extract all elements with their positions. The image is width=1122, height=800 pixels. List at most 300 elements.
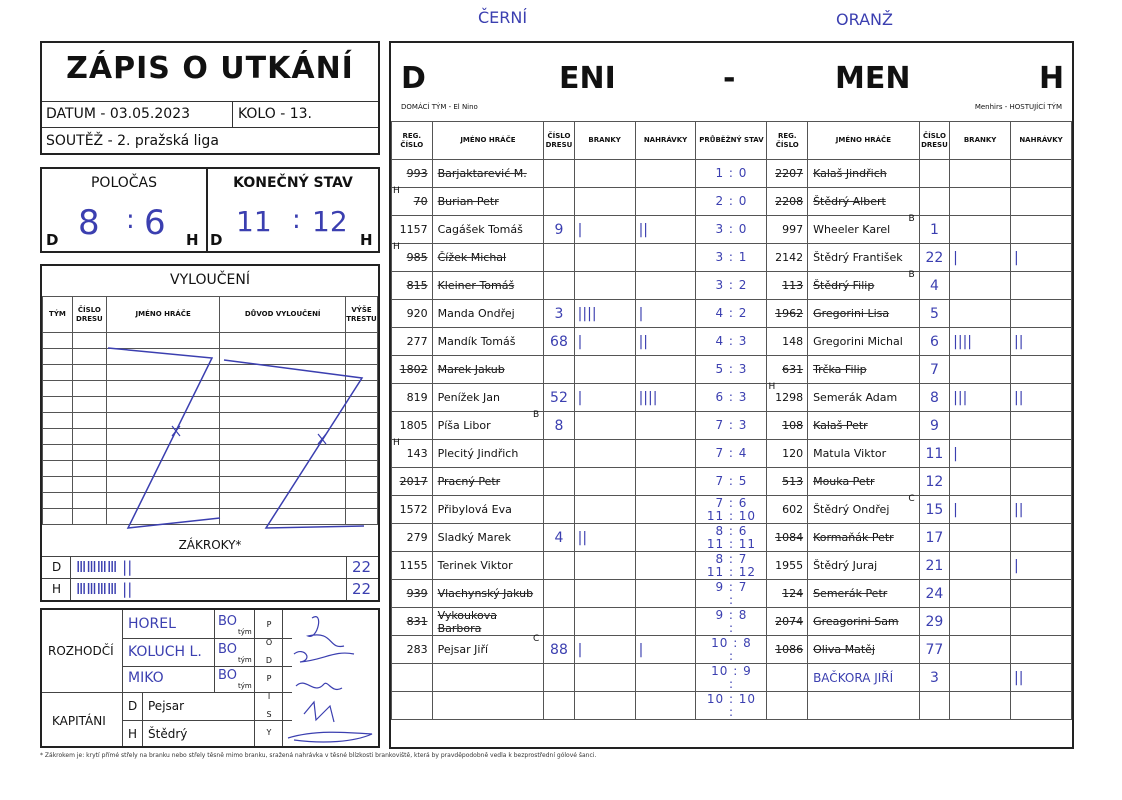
- away-player-assists: [1011, 692, 1072, 720]
- away-player-goals: |: [950, 244, 1011, 272]
- home-player-assists: |: [635, 636, 696, 664]
- away-player-name-text: Gregorini Michal: [813, 335, 903, 348]
- away-player-jersey: 21: [919, 552, 949, 580]
- away-player-jersey: 8: [919, 384, 949, 412]
- table-row: [392, 384, 1072, 412]
- referee-1-team: BO: [218, 614, 237, 629]
- home-player-name: [432, 272, 544, 300]
- away-player-name-text: Trčka Filip: [813, 363, 867, 376]
- away-player-reg-text: 1298: [775, 391, 804, 404]
- captain-d-letter: D: [128, 699, 138, 713]
- signatures-handwritten: [284, 610, 378, 746]
- home-player-reg-text: 1572: [399, 503, 428, 516]
- away-player-goals: [950, 272, 1011, 300]
- home-player-name-text: Burian Petr: [437, 195, 499, 208]
- away-team-name: MEN: [835, 61, 911, 96]
- away-player-jersey: 77: [919, 636, 949, 664]
- home-player-cap: H: [393, 186, 400, 196]
- progress-score: 10 : 8: [711, 635, 752, 650]
- home-player-reg: [392, 608, 433, 636]
- home-player-name: [432, 692, 544, 720]
- away-player-goals: [950, 608, 1011, 636]
- referee-3-team-sub: tým: [238, 682, 252, 690]
- away-player-reg: [767, 300, 808, 328]
- home-player-name-text: Pejsar Jiří: [437, 643, 489, 656]
- home-player-name: [432, 608, 544, 636]
- away-player-reg: [767, 636, 808, 664]
- home-player-goals: [574, 244, 635, 272]
- saves-h-tally: ⅢⅢⅢⅢ ||: [76, 580, 133, 598]
- home-player-goals: ||: [574, 524, 635, 552]
- progress-cell: [696, 440, 767, 468]
- home-player-reg-text: 279: [406, 531, 428, 544]
- home-player-assists: |: [635, 300, 696, 328]
- home-player-jersey: [544, 664, 574, 692]
- away-player-jersey: [919, 692, 949, 720]
- home-player-reg: [392, 160, 433, 188]
- away-player-reg: [767, 440, 808, 468]
- home-player-name-text: Sladký Marek: [437, 531, 511, 544]
- away-player-assists: [1011, 272, 1072, 300]
- round: KOLO - 13.: [238, 106, 312, 122]
- home-player-name: [432, 160, 544, 188]
- away-player-assists: ||: [1011, 328, 1072, 356]
- away-col-reg: REG. ČÍSLO: [767, 122, 808, 160]
- table-row: [392, 496, 1072, 524]
- away-player-name: [808, 692, 920, 720]
- home-player-name: [432, 216, 544, 244]
- away-player-reg: [767, 356, 808, 384]
- table-row: [392, 272, 1072, 300]
- away-player-name: [808, 552, 920, 580]
- away-player-reg-text: 1962: [775, 307, 804, 320]
- progress-score: :: [728, 676, 734, 691]
- table-row: [392, 328, 1072, 356]
- away-player-name: [808, 524, 920, 552]
- away-player-jersey: [919, 188, 949, 216]
- table-row: [392, 692, 1072, 720]
- halftime-d: D: [46, 231, 59, 249]
- away-player-goals: [950, 468, 1011, 496]
- referee-1: HOREL: [128, 616, 176, 632]
- expulsions-box: [40, 264, 380, 602]
- home-player-reg: [392, 412, 433, 440]
- home-player-reg-text: 1155: [399, 559, 428, 572]
- away-player-reg: [767, 160, 808, 188]
- home-player-reg-text: 283: [406, 643, 428, 656]
- home-col-reg: REG. ČÍSLO: [392, 122, 433, 160]
- progress-cell: [696, 608, 767, 636]
- saves-d-total: 22: [352, 558, 372, 576]
- progress-score: :: [728, 704, 734, 719]
- away-player-jersey: [919, 160, 949, 188]
- home-player-assists: [635, 496, 696, 524]
- table-row: [392, 188, 1072, 216]
- away-player-assists: [1011, 356, 1072, 384]
- away-col-goals: BRANKY: [950, 122, 1011, 160]
- home-player-name-text: Přibylová Eva: [437, 503, 512, 516]
- away-player-assists: [1011, 524, 1072, 552]
- home-player-name: [432, 328, 544, 356]
- table-row: [392, 580, 1072, 608]
- progress-score: 8 : 6: [715, 523, 748, 538]
- progress-cell: [696, 468, 767, 496]
- saves-h: H: [52, 582, 62, 596]
- away-player-name-text: Gregorini Lisa: [813, 307, 890, 320]
- referee-3-team: BO: [218, 668, 237, 683]
- progress-cell: [696, 188, 767, 216]
- away-player-jersey: 29: [919, 608, 949, 636]
- away-player-name: [808, 188, 920, 216]
- away-player-assists: [1011, 188, 1072, 216]
- away-player-goals: [950, 580, 1011, 608]
- away-player-reg-text: 148: [782, 335, 804, 348]
- home-player-name-text: Čížek Michal: [437, 251, 507, 264]
- home-player-assists: [635, 160, 696, 188]
- home-player-name: [432, 356, 544, 384]
- away-player-jersey: 4: [919, 272, 949, 300]
- away-player-goals: [950, 524, 1011, 552]
- away-player-reg-text: 120: [782, 447, 804, 460]
- away-player-reg: [767, 244, 808, 272]
- footnote: * Zákrokem je: krytí přímé střely na branku nebo střely těsně mimo branku, sražená nahrávka v těsné blízkosti brankoviště, která by pravděpodobně vedla k bezprostřední gólové šanci.: [40, 752, 597, 759]
- home-player-name-text: Píša Libor: [437, 419, 491, 432]
- progress-score: 3 : 2: [715, 278, 748, 292]
- table-row: [392, 300, 1072, 328]
- home-player-reg-text: 277: [406, 335, 428, 348]
- home-player-jersey: 3: [544, 300, 574, 328]
- away-player-reg: [767, 496, 808, 524]
- progress-score: 2 : 0: [715, 194, 748, 208]
- home-player-reg-text: 993: [406, 167, 428, 180]
- away-player-jersey: 12: [919, 468, 949, 496]
- away-player-assists: |: [1011, 552, 1072, 580]
- away-player-assists: [1011, 580, 1072, 608]
- table-row: [392, 216, 1072, 244]
- home-player-name-text: Mandík Tomáš: [437, 335, 516, 348]
- expulsions-crossed-out: [42, 338, 378, 538]
- home-player-reg-text: 143: [406, 447, 428, 460]
- away-player-reg-text: 997: [782, 223, 804, 236]
- home-player-name: [432, 580, 544, 608]
- away-player-name: [808, 384, 920, 412]
- away-player-jersey: 5: [919, 300, 949, 328]
- progress-score: :: [728, 620, 734, 635]
- progress-cell: [696, 664, 767, 692]
- saves-h-total: 22: [352, 580, 372, 598]
- progress-score: :: [728, 648, 734, 663]
- away-player-assists: [1011, 160, 1072, 188]
- halftime-h: H: [186, 231, 199, 249]
- away-player-reg-text: 631: [782, 363, 804, 376]
- away-player-reg-text: 2074: [775, 615, 804, 628]
- progress-cell: [696, 160, 767, 188]
- progress-cell: [696, 216, 767, 244]
- away-player-goals: [950, 356, 1011, 384]
- progress-cell: [696, 552, 767, 580]
- table-row: [392, 412, 1072, 440]
- home-col-jersey: ČÍSLO DRESU: [544, 122, 574, 160]
- progress-cell: [696, 300, 767, 328]
- home-letter: D: [401, 61, 426, 96]
- away-player-reg-text: 1955: [775, 559, 804, 572]
- final-h: H: [360, 231, 373, 249]
- progress-cell: [696, 328, 767, 356]
- home-player-name: [432, 468, 544, 496]
- progress-score: :: [728, 592, 734, 607]
- halftime-label: POLOČAS: [90, 175, 158, 191]
- home-player-name: [432, 636, 544, 664]
- home-player-jersey: 88: [544, 636, 574, 664]
- away-player-name: [808, 468, 920, 496]
- home-player-jersey: [544, 692, 574, 720]
- away-player-goals: [950, 216, 1011, 244]
- home-player-assists: [635, 356, 696, 384]
- home-player-name: [432, 664, 544, 692]
- home-player-name-text: Barjaktarević M.: [437, 167, 527, 180]
- away-player-assists: |: [1011, 244, 1072, 272]
- away-player-goals: |: [950, 440, 1011, 468]
- away-player-goals: [950, 664, 1011, 692]
- away-player-name-text: Kormaňák Petr: [813, 531, 894, 544]
- away-player-reg: [767, 608, 808, 636]
- progress-score: 10 : 9: [711, 663, 752, 678]
- progress-cell: [696, 412, 767, 440]
- away-player-name: [808, 496, 920, 524]
- away-player-role: B: [908, 214, 915, 224]
- home-player-reg: [392, 580, 433, 608]
- match-date: DATUM - 03.05.2023: [46, 106, 191, 122]
- home-player-jersey: [544, 552, 574, 580]
- progress-score: 7 : 4: [715, 446, 748, 460]
- progress-cell: [696, 636, 767, 664]
- home-col-name: JMÉNO HRÁČE: [432, 122, 544, 160]
- home-player-reg: [392, 636, 433, 664]
- home-player-name-text: Pracný Petr: [437, 475, 501, 488]
- progress-score: 1 : 0: [715, 166, 748, 180]
- away-player-cap: H: [768, 382, 776, 392]
- home-player-jersey: 8: [544, 412, 574, 440]
- away-player-assists: [1011, 608, 1072, 636]
- away-player-goals: [950, 300, 1011, 328]
- home-player-name: [432, 244, 544, 272]
- home-player-goals: |: [574, 216, 635, 244]
- away-player-assists: [1011, 440, 1072, 468]
- home-player-role: B: [533, 410, 540, 420]
- progress-score: 4 : 3: [715, 334, 748, 348]
- title-box: [40, 41, 380, 155]
- progress-cell: [696, 244, 767, 272]
- away-player-role: B: [908, 270, 915, 280]
- away-player-name-text: Oliva Matěj: [813, 643, 875, 656]
- away-player-name-text: Štědrý Albert: [813, 195, 886, 208]
- away-player-reg: [767, 552, 808, 580]
- away-player-reg-text: 2207: [775, 167, 804, 180]
- referee-2-team: BO: [218, 642, 237, 657]
- progress-cell: [696, 524, 767, 552]
- away-player-goals: [950, 552, 1011, 580]
- home-player-goals: [574, 552, 635, 580]
- home-player-cap: H: [393, 438, 400, 448]
- progress-score: 10 : 10: [706, 691, 757, 706]
- home-player-reg-text: 819: [406, 391, 428, 404]
- away-player-name-text: Greagorini Sam: [813, 615, 899, 628]
- away-player-name-text: Kalaš Petr: [813, 419, 868, 432]
- away-player-assists: ||: [1011, 664, 1072, 692]
- home-player-goals: ||||: [574, 300, 635, 328]
- away-player-assists: [1011, 216, 1072, 244]
- away-player-reg: [767, 272, 808, 300]
- home-player-name: [432, 440, 544, 468]
- progress-score: 3 : 1: [715, 250, 748, 264]
- home-player-reg-text: 70: [413, 195, 428, 208]
- home-player-assists: ||||: [635, 384, 696, 412]
- home-player-goals: [574, 356, 635, 384]
- home-player-assists: [635, 580, 696, 608]
- home-player-name-text: Terinek Viktor: [437, 559, 513, 572]
- away-player-assists: ||: [1011, 496, 1072, 524]
- home-player-jersey: [544, 272, 574, 300]
- home-player-goals: [574, 496, 635, 524]
- home-player-goals: |: [574, 384, 635, 412]
- home-player-name-text: Vlachynský Jakub: [437, 587, 534, 600]
- away-player-reg: [767, 412, 808, 440]
- home-player-assists: [635, 552, 696, 580]
- home-player-name-text: Vykoukova Barbora: [437, 608, 497, 635]
- home-player-assists: [635, 468, 696, 496]
- progress-cell: [696, 272, 767, 300]
- home-player-jersey: [544, 160, 574, 188]
- captain-h-letter: H: [128, 727, 138, 741]
- col-jersey: ČÍSLO DRESU: [72, 297, 106, 333]
- home-player-name-text: Marek Jakub: [437, 363, 505, 376]
- home-player-name: [432, 300, 544, 328]
- away-player-jersey: 24: [919, 580, 949, 608]
- home-player-assists: [635, 412, 696, 440]
- table-row: [392, 440, 1072, 468]
- progress-score: 8 : 7: [715, 551, 748, 566]
- progress-cell: [696, 356, 767, 384]
- page-title: ZÁPIS O UTKÁNÍ: [66, 51, 354, 86]
- referee-1-team-sub: tým: [238, 628, 252, 636]
- home-player-name-text: Manda Ondřej: [437, 307, 515, 320]
- home-player-assists: [635, 188, 696, 216]
- table-row: [392, 664, 1072, 692]
- away-col-name: JMÉNO HRÁČE: [808, 122, 920, 160]
- progress-score: 7 : 3: [715, 418, 748, 432]
- away-player-name: [808, 244, 920, 272]
- roster-box: [389, 41, 1074, 749]
- home-player-name-text: Penížek Jan: [437, 391, 500, 404]
- home-player-assists: [635, 692, 696, 720]
- progress-score: 11 : 12: [706, 564, 757, 579]
- home-player-role: C: [532, 634, 540, 644]
- away-player-jersey: 6: [919, 328, 949, 356]
- away-player-reg-text: 108: [782, 419, 804, 432]
- home-player-jersey: [544, 440, 574, 468]
- home-player-jersey: 9: [544, 216, 574, 244]
- table-row: [392, 244, 1072, 272]
- halftime-home-score: 8: [78, 203, 100, 243]
- home-color-note: ČERNÍ: [478, 8, 528, 27]
- away-letter: H: [1039, 61, 1065, 96]
- table-row: [392, 468, 1072, 496]
- home-player-reg: [392, 356, 433, 384]
- home-col-goals: BRANKY: [574, 122, 635, 160]
- away-player-goals: [950, 188, 1011, 216]
- away-player-reg-text: 2208: [775, 195, 804, 208]
- away-player-assists: ||: [1011, 384, 1072, 412]
- home-player-assists: ||: [635, 216, 696, 244]
- away-player-reg: [767, 328, 808, 356]
- away-player-name-text: Mouka Petr: [813, 475, 875, 488]
- home-player-name: [432, 188, 544, 216]
- progress-score: 7 : 6: [715, 495, 748, 510]
- away-player-goals: [950, 412, 1011, 440]
- table-row: [392, 608, 1072, 636]
- home-player-reg: [392, 496, 433, 524]
- home-player-reg-text: 2017: [399, 475, 428, 488]
- home-player-assists: ||: [635, 328, 696, 356]
- away-player-name: [808, 412, 920, 440]
- table-row: [392, 356, 1072, 384]
- away-player-reg: [767, 216, 808, 244]
- captain-home: Pejsar: [148, 699, 185, 713]
- saves-label: ZÁKROKY*: [178, 538, 242, 552]
- home-player-name-text: Kleiner Tomáš: [437, 279, 515, 292]
- away-player-name: [808, 300, 920, 328]
- home-player-name: [432, 412, 544, 440]
- home-player-jersey: [544, 468, 574, 496]
- home-player-assists: [635, 272, 696, 300]
- officials-box: [40, 608, 380, 748]
- home-player-assists: [635, 664, 696, 692]
- away-player-name: [808, 440, 920, 468]
- home-player-reg-text: 985: [406, 251, 428, 264]
- away-player-name-text: Štědrý František: [813, 251, 903, 264]
- home-player-reg-text: 920: [406, 307, 428, 320]
- away-col-jersey: ČÍSLO DRESU: [919, 122, 949, 160]
- progress-score: 6 : 3: [715, 390, 748, 404]
- home-col-assists: NAHRÁVKY: [635, 122, 696, 160]
- away-player-name: [808, 328, 920, 356]
- home-player-reg-text: 939: [406, 587, 428, 600]
- away-player-name: [808, 216, 920, 244]
- away-player-name: [808, 608, 920, 636]
- home-player-jersey: 4: [544, 524, 574, 552]
- home-player-cap: H: [393, 242, 400, 252]
- home-player-name: [432, 524, 544, 552]
- saves-d: D: [52, 560, 62, 574]
- halftime-away-score: 6: [144, 203, 166, 243]
- away-player-assists: [1011, 412, 1072, 440]
- captains-label: KAPITÁNI: [52, 714, 106, 728]
- home-player-jersey: [544, 188, 574, 216]
- saves-d-tally: ⅢⅢⅢⅢ ||: [76, 558, 133, 576]
- away-player-name: [808, 356, 920, 384]
- away-player-jersey: 1: [919, 216, 949, 244]
- away-player-reg-text: 2142: [775, 251, 804, 264]
- home-player-reg-text: 1157: [399, 223, 428, 236]
- home-player-reg: [392, 188, 433, 216]
- home-player-reg: [392, 328, 433, 356]
- referee-2-team-sub: tým: [238, 656, 252, 664]
- final-colon: :: [292, 205, 301, 235]
- home-team-name: ENI: [559, 61, 616, 96]
- away-player-name-text: Kalaš Jindřich: [813, 167, 887, 180]
- progress-score: 9 : 8: [715, 607, 748, 622]
- table-row: [392, 552, 1072, 580]
